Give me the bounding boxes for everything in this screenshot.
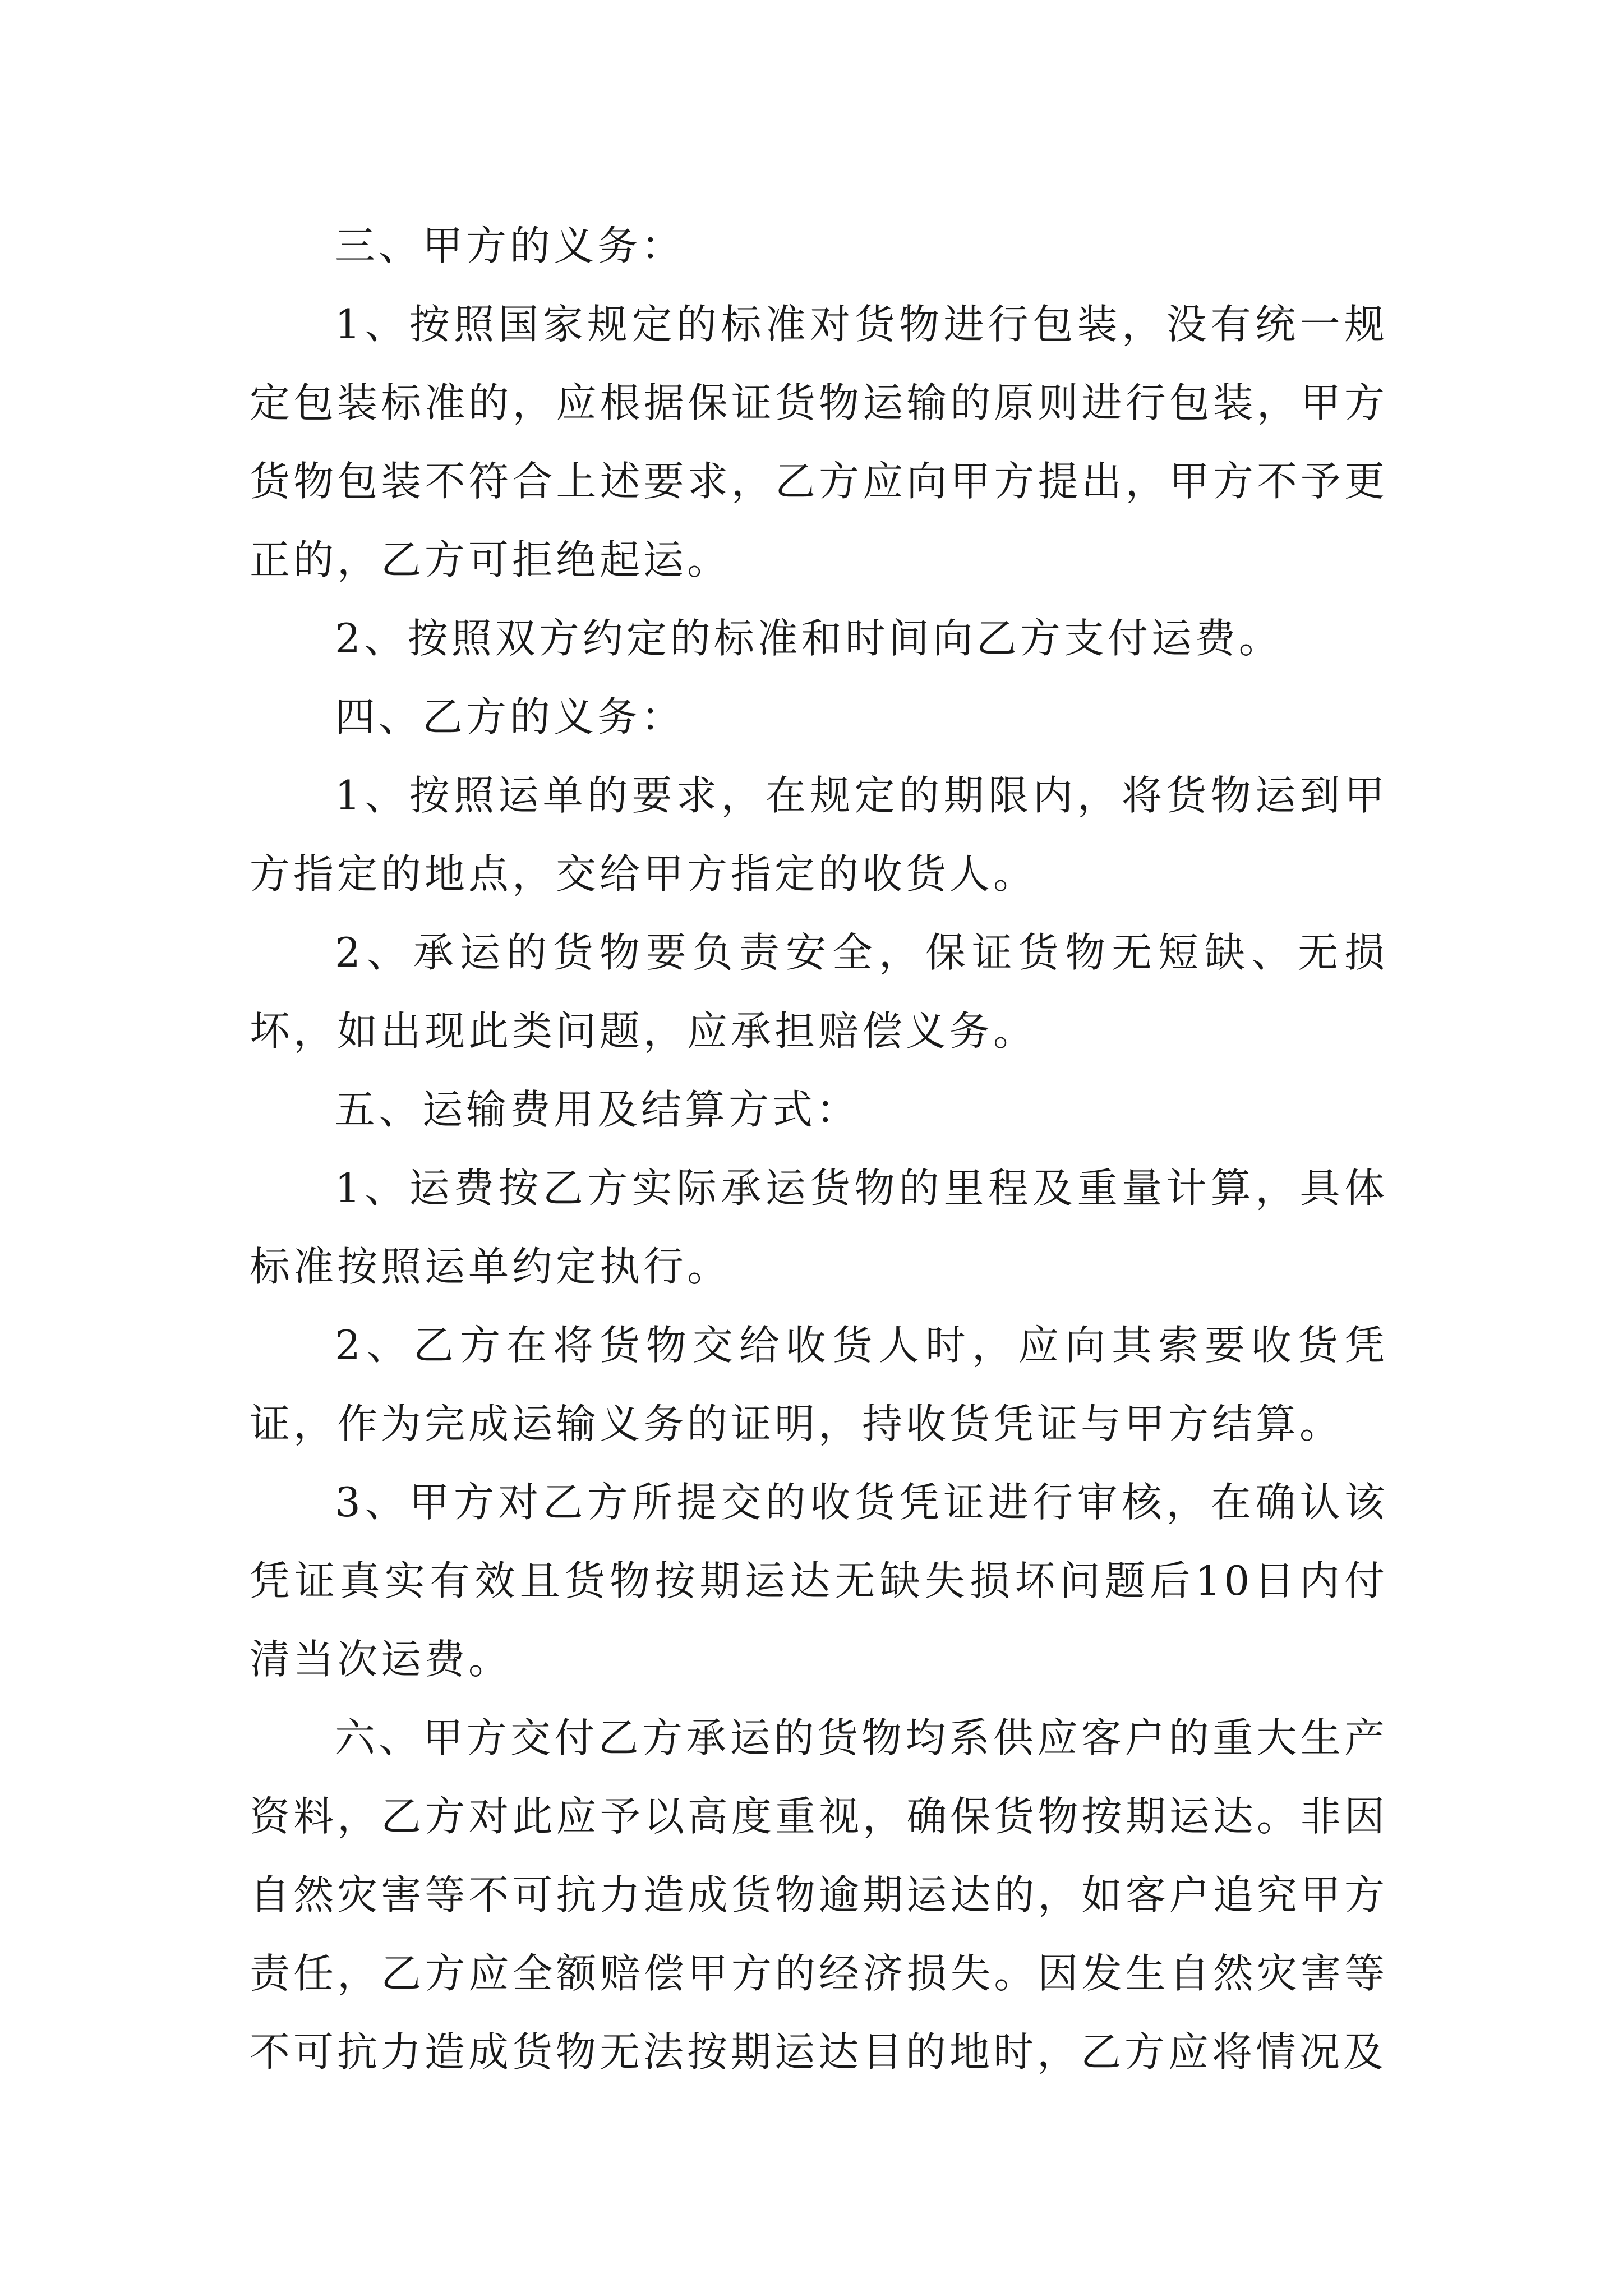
paragraph-safety: 2、承运的货物要负责安全，保证货物无短缺、无损坏，如出现此类问题，应承担赔偿义务。	[250, 929, 1388, 1055]
paragraph-receipt: 2、乙方在将货物交给收货人时，应向其索要收货凭证，作为完成运输义务的证明，持收货凭证与甲方结算。	[250, 1322, 1388, 1447]
paragraph-packaging: 1、按照国家规定的标准对货物进行包装，没有统一规定包装标准的，应根据保证货物运输的原则进行包装，甲方货物包装不符合上述要求，乙方应向甲方提出，甲方不予更正的，乙方可拒绝起运。	[250, 301, 1388, 583]
paragraph-delivery: 1、按照运单的要求，在规定的期限内，将货物运到甲方指定的地点，交给甲方指定的收货人。	[250, 772, 1388, 898]
document-body	[250, 206, 1388, 2091]
section-heading-party-b-obligations: 四、乙方的义务：	[335, 693, 685, 740]
paragraph-payment: 2、按照双方约定的标准和时间向乙方支付运费。	[335, 615, 1283, 662]
paragraph-review: 3、甲方对乙方所提交的收货凭证进行审核，在确认该凭证真实有效且货物按期运达无缺失损坏问题后10日内付清当次运费。	[250, 1479, 1388, 1683]
section-heading-fees-settlement: 五、运输费用及结算方式：	[335, 1086, 860, 1133]
section-heading-party-a-obligations: 三、甲方的义务：	[335, 222, 685, 269]
section-six-paragraph: 六、甲方交付乙方承运的货物均系供应客户的重大生产资料，乙方对此应予以高度重视，确保货物按期运达。非因自然灾害等不可抗力造成货物逾期运达的，如客户追究甲方责任，乙方应全额赔偿甲方的经济损失。因发生自然灾害等不可抗力造成货物无法按期运达目的地时，乙方应将情况及	[250, 1714, 1388, 2076]
paragraph-fee-calculation: 1、运费按乙方实际承运货物的里程及重量计算，具体标准按照运单约定执行。	[250, 1165, 1388, 1290]
